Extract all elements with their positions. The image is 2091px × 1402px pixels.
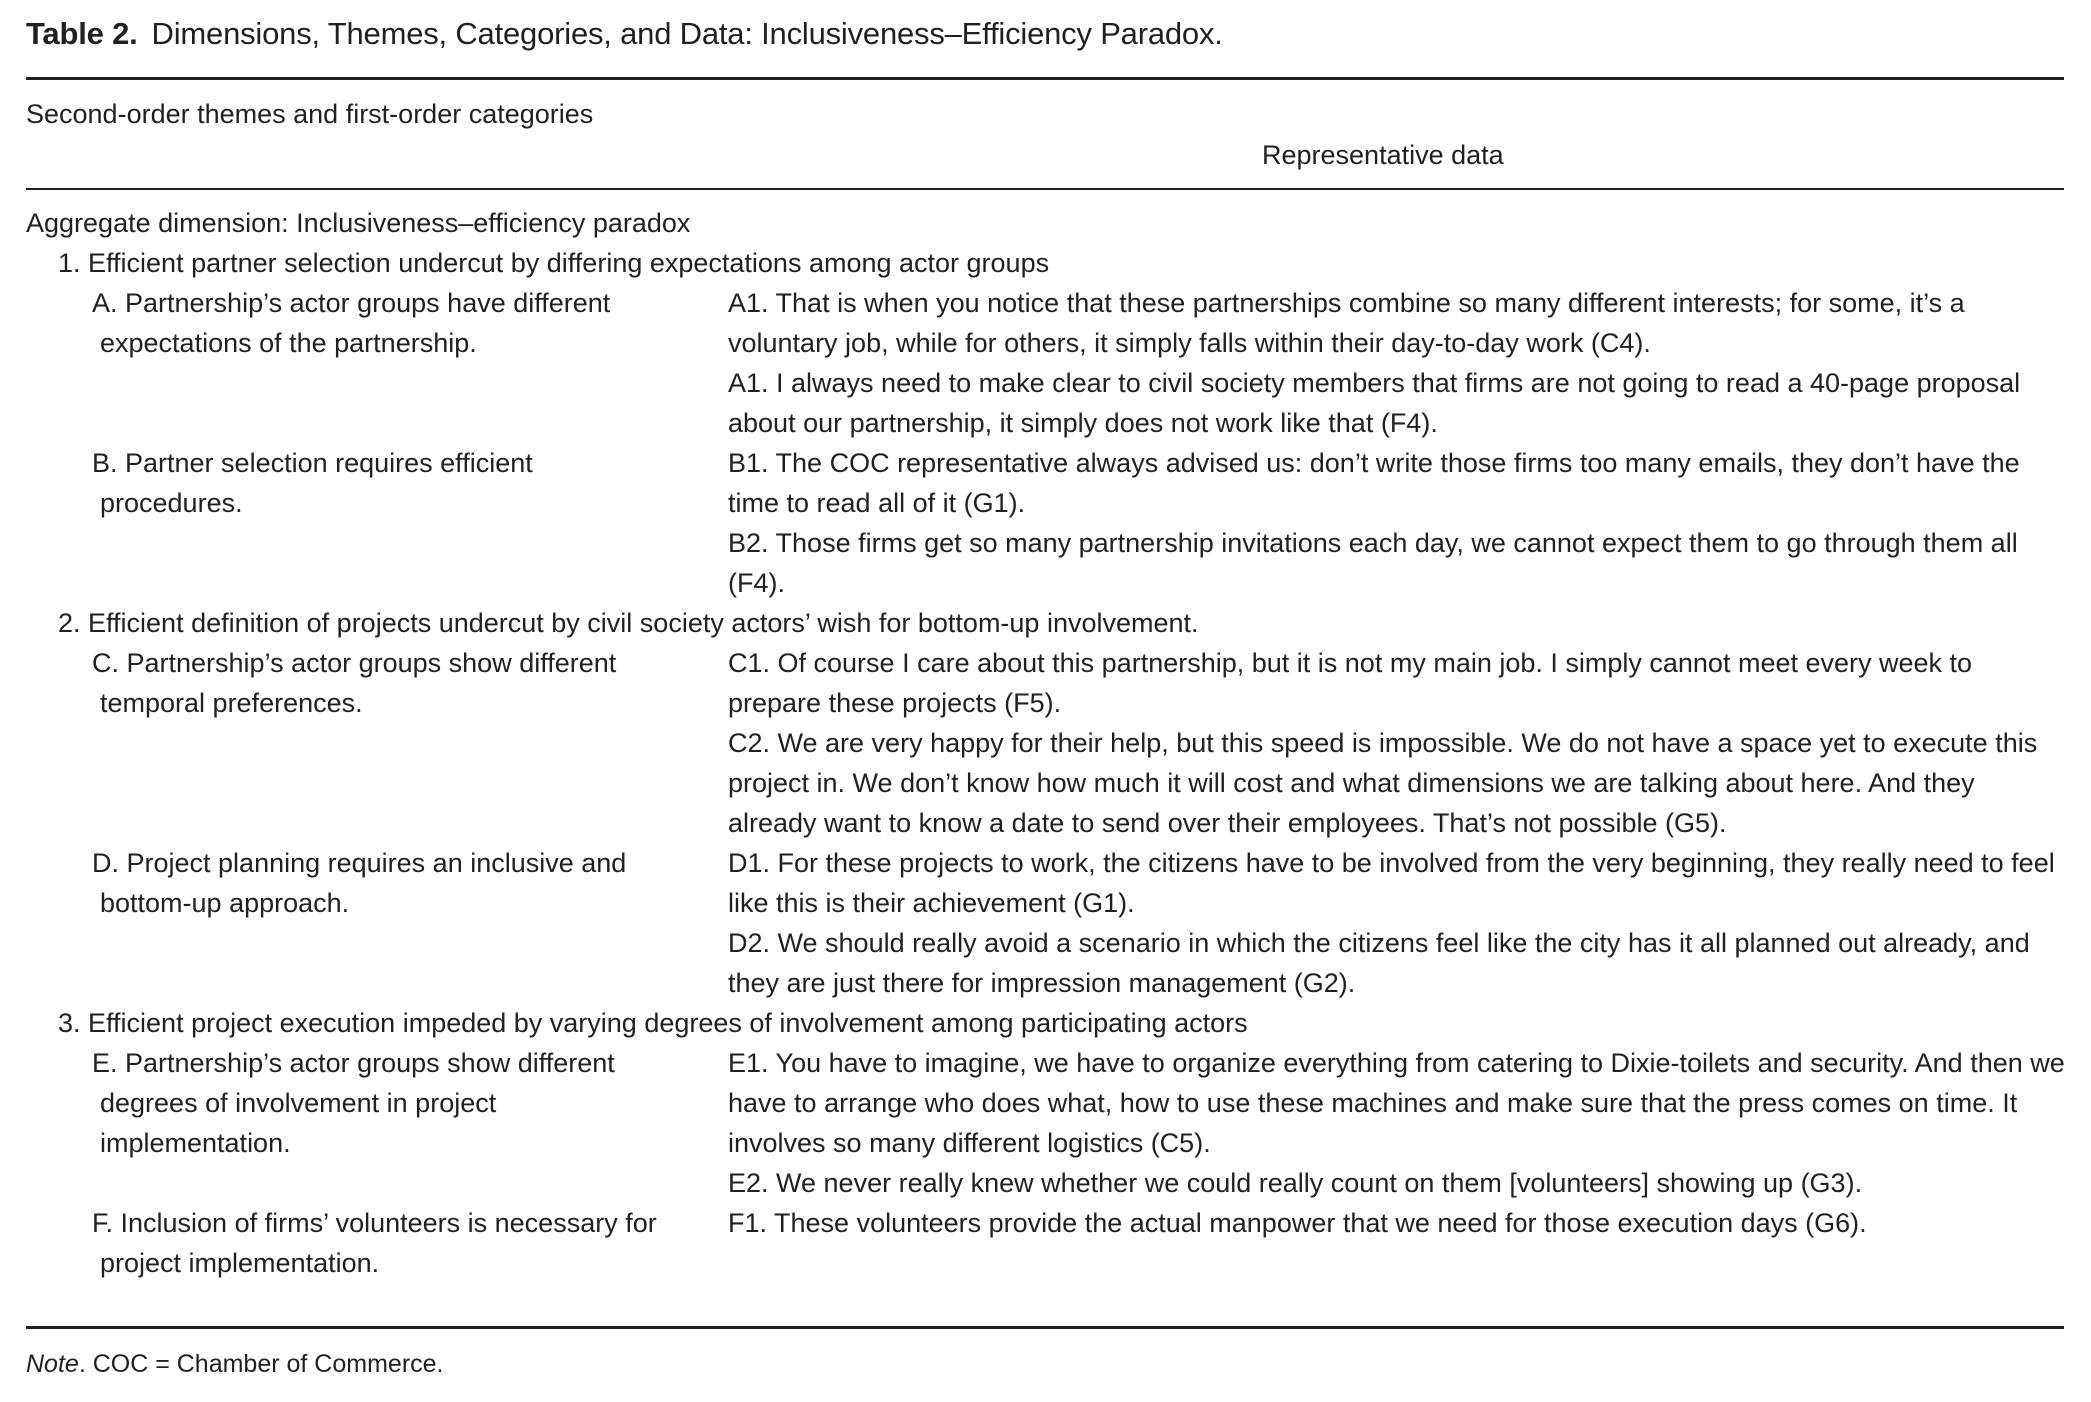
column-header-themes: Second-order themes and first-order categories <box>26 99 594 129</box>
note-label: Note <box>26 1350 79 1378</box>
table-note <box>26 1350 444 1379</box>
category-e: E. Partnership’s actor groups show different degrees of involvement in project implementation. <box>92 1048 615 1158</box>
quote-c1: C1. Of course I care about this partnership, but it is not my main job. I simply cannot meet every week to prepare these projects (F5). <box>728 648 1973 718</box>
quote-b1: B1. The COC representative always advised us: don’t write those firms too many emails, they don’t have the time to read all of it (G1). <box>728 448 2020 518</box>
table-label: Table 2. <box>26 16 138 51</box>
quote-e1: E1. You have to imagine, we have to organize everything from catering to Dixie-toilets and security. And then we have to arrange who does what, how to use these machines and make sure that the press comes on time. It involves so many different logistics (C5). <box>728 1048 2065 1158</box>
category-b: B. Partner selection requires efficient procedures. <box>92 448 533 518</box>
theme-2: 2. Efficient definition of projects undercut by civil society actors’ wish for bottom-up involvement. <box>58 608 1199 638</box>
quote-a1-second: A1. I always need to make clear to civil society members that firms are not going to read a 40-page proposal about our partnership, it simply does not work like that (F4). <box>728 368 2021 438</box>
theme-1: 1. Efficient partner selection undercut by differing expectations among actor groups <box>58 248 1050 278</box>
quote-c2: C2. We are very happy for their help, but this speed is impossible. We do not have a space yet to execute this project in. We don’t know how much it will cost and what dimensions we are talking about here. And they already want to know a date to send over their employees. That’s not possible (G5). <box>728 728 2038 838</box>
quote-a1-first: A1. That is when you notice that these partnerships combine so many different interests; for some, it’s a voluntary job, while for others, it simply falls within their day-to-day work (C4). <box>728 288 1965 358</box>
quote-d2: D2. We should really avoid a scenario in which the citizens feel like the city has it all planned out already, and they are just there for impression management (G2). <box>728 928 2030 998</box>
header-rule <box>26 188 2064 190</box>
theme-3: 3. Efficient project execution impeded by varying degrees of involvement among participating actors <box>58 1008 1248 1038</box>
table-title: Dimensions, Themes, Categories, and Data: Inclusiveness–Efficiency Paradox. <box>151 16 1223 51</box>
category-a: A. Partnership’s actor groups have different expectations of the partnership. <box>92 288 611 358</box>
note-text: . COC = Chamber of Commerce. <box>78 1350 444 1378</box>
category-d: D. Project planning requires an inclusive and bottom-up approach. <box>92 848 627 918</box>
quote-d1: D1. For these projects to work, the citizens have to be involved from the very beginning, they really need to feel like this is their achievement (G1). <box>728 848 2055 918</box>
quote-f1: F1. These volunteers provide the actual manpower that we need for those execution days (G6). <box>728 1208 1867 1238</box>
aggregate-dimension: Aggregate dimension: Inclusiveness–efficiency paradox <box>26 208 691 238</box>
category-c: C. Partnership’s actor groups show different temporal preferences. <box>92 648 617 718</box>
top-rule <box>26 77 2064 80</box>
column-header-data: Representative data <box>1262 140 1504 170</box>
quote-b2: B2. Those firms get so many partnership invitations each day, we cannot expect them to go through them all (F4). <box>728 528 2018 598</box>
table-caption <box>26 16 1223 52</box>
category-f: F. Inclusion of firms’ volunteers is necessary for project implementation. <box>92 1208 657 1278</box>
quote-e2: E2. We never really knew whether we could really count on them [volunteers] showing up (G3). <box>728 1168 1863 1198</box>
bottom-rule <box>26 1326 2064 1329</box>
